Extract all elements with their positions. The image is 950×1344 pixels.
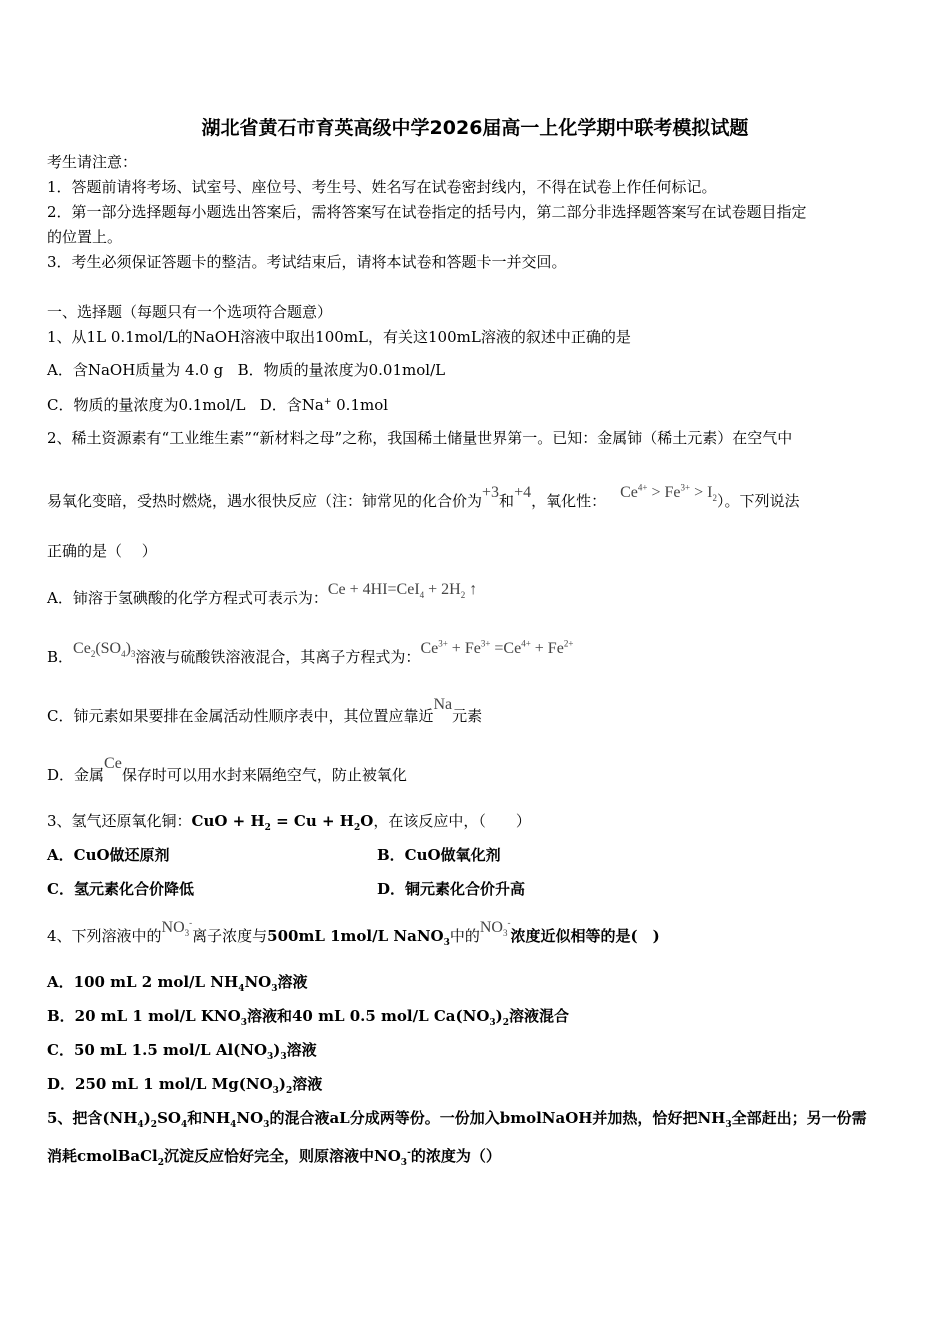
- option-a[interactable]: A．100 mL 2 mol/L $NH_4NO_3$溶液: [47, 973, 308, 994]
- section-heading: 一、选择题（每题只有一个选项符合题意）: [47, 303, 333, 321]
- page-title: 湖北省黄石市育英高级中学2026届高一上化学期中联考模拟试题: [201, 117, 749, 139]
- notice-item-2: 2．第一部分选择题每小题选出答案后，需将答案写在试卷指定的括号内，第二部分非选择题答案写在试卷题目指定: [47, 203, 807, 221]
- question-1-options-ab: [47, 360, 445, 380]
- notice-item-3: 3．考生必须保证答题卡的整洁。考试结束后，请将本试卷和答题卡一并交回。: [47, 253, 567, 271]
- salt-formula: $Ce_2(SO_4)_3$: [73, 640, 136, 660]
- notice-item-2-cont: 的位置上。: [47, 228, 123, 246]
- question-1-options-cd: [47, 395, 388, 415]
- question-5-stem-2: 消耗cmolBaCl$_2$沉淀反应恰好完全，则原溶液中$NO_3^-$的浓度为（）: [47, 1147, 501, 1168]
- notice-heading: 考生请注意：: [47, 153, 138, 171]
- option-c[interactable]: C．铈元素如果要排在金属活动性顺序表中，其位置应靠近Na元素: [47, 696, 483, 725]
- question-3-stem: 3、氢气还原氧化铜：CuO + $H_2 = Cu + H_2O$，在该反应中，（ ）: [47, 812, 531, 833]
- option-b[interactable]: B．20 mL 1 mol/L $KNO_3$溶液和40 mL 0.5 mol/L $Ca(NO_3)_2$溶液混合: [47, 1007, 570, 1028]
- option-c[interactable]: C．氢元素化合价降低: [47, 880, 194, 898]
- notice-item-1: 1．答题前请将考场、试室号、座位号、考生号、姓名写在试卷密封线内，不得在试卷上作任何标记。: [47, 178, 717, 196]
- option-c[interactable]: C．50 mL 1.5 mol/L $Al(NO_3)_3$溶液: [47, 1041, 317, 1062]
- question-1-stem: 1、从1L 0.1mol/L的NaOH溶液中取出100mL，有关这100mL溶液的叙述中正确的是: [47, 328, 631, 346]
- option-a[interactable]: A．铈溶于氢碘酸的化学方程式可表示为：$Ce + 4HI=CeI_4 + 2H_2$ ↑: [47, 581, 478, 607]
- question-2-stem-2: 易氧化变暗，受热时燃烧，遇水很快反应（注：铈常见的化合价为+3和+4，氧化性： $Ce^{4+} > Fe^{3+} > I_2$）。下列说法: [47, 482, 800, 510]
- question-2-stem-1: 2、稀土资源素有“工业维生素”“新材料之母”之称，我国稀土储量世界第一。已知：金属铈（稀土元素）在空气中: [47, 429, 793, 447]
- option-c[interactable]: C．物质的量浓度为0.1mol/L: [47, 396, 246, 414]
- question-5-stem-1: 5、把含$(NH_4)_2SO_4$和$NH_4NO_3$的混合液aL分成两等份。一份加入bmolNaOH并加热，恰好把$NH_3$全部赶出；另一份需: [47, 1109, 867, 1130]
- question-2-stem-3: 正确的是（ ）: [47, 542, 157, 560]
- option-d[interactable]: D．250 mL 1 mol/L $Mg(NO_3)_2$溶液: [47, 1075, 323, 1096]
- option-b[interactable]: B．物质的量浓度为0.01mol/L: [237, 361, 446, 379]
- option-a[interactable]: A．CuO做还原剂: [47, 846, 170, 864]
- option-d[interactable]: D．铜元素化合价升高: [377, 880, 526, 898]
- oxidizing-order: $Ce^{4+} > Fe^{3+} > I_2$: [620, 482, 717, 504]
- option-d[interactable]: D．金属Ce保存时可以用水封来隔绝空气，防止被氧化: [47, 755, 407, 784]
- option-d[interactable]: D．含Na+ 0.1mol: [259, 396, 389, 414]
- nitrate-ion: $NO_3^-$: [161, 917, 193, 939]
- option-b[interactable]: B．$Ce_2(SO_4)_3$溶液与硫酸铁溶液混合，其离子方程式为：$Ce^{3+} + Fe^{3+} =Ce^{4+} + Fe^{2+}$: [47, 638, 574, 666]
- nitrate-ion: $NO_3^-$: [479, 917, 511, 939]
- option-b[interactable]: B．CuO做氧化剂: [377, 846, 501, 864]
- equation: $Ce + 4HI=CeI_4 + 2H_2$ ↑: [327, 581, 478, 601]
- question-4-stem: 4、下列溶液中的$NO_3^-$离子浓度与500mL 1mol/L NaNO$_3$中的$NO_3^-$浓度近似相等的是( ): [47, 917, 660, 948]
- option-a[interactable]: A．含NaOH质量为 4.0 g: [47, 361, 224, 379]
- ionic-equation: $Ce^{3+} + Fe^{3+} =Ce^{4+} + Fe^{2+}$: [420, 638, 574, 657]
